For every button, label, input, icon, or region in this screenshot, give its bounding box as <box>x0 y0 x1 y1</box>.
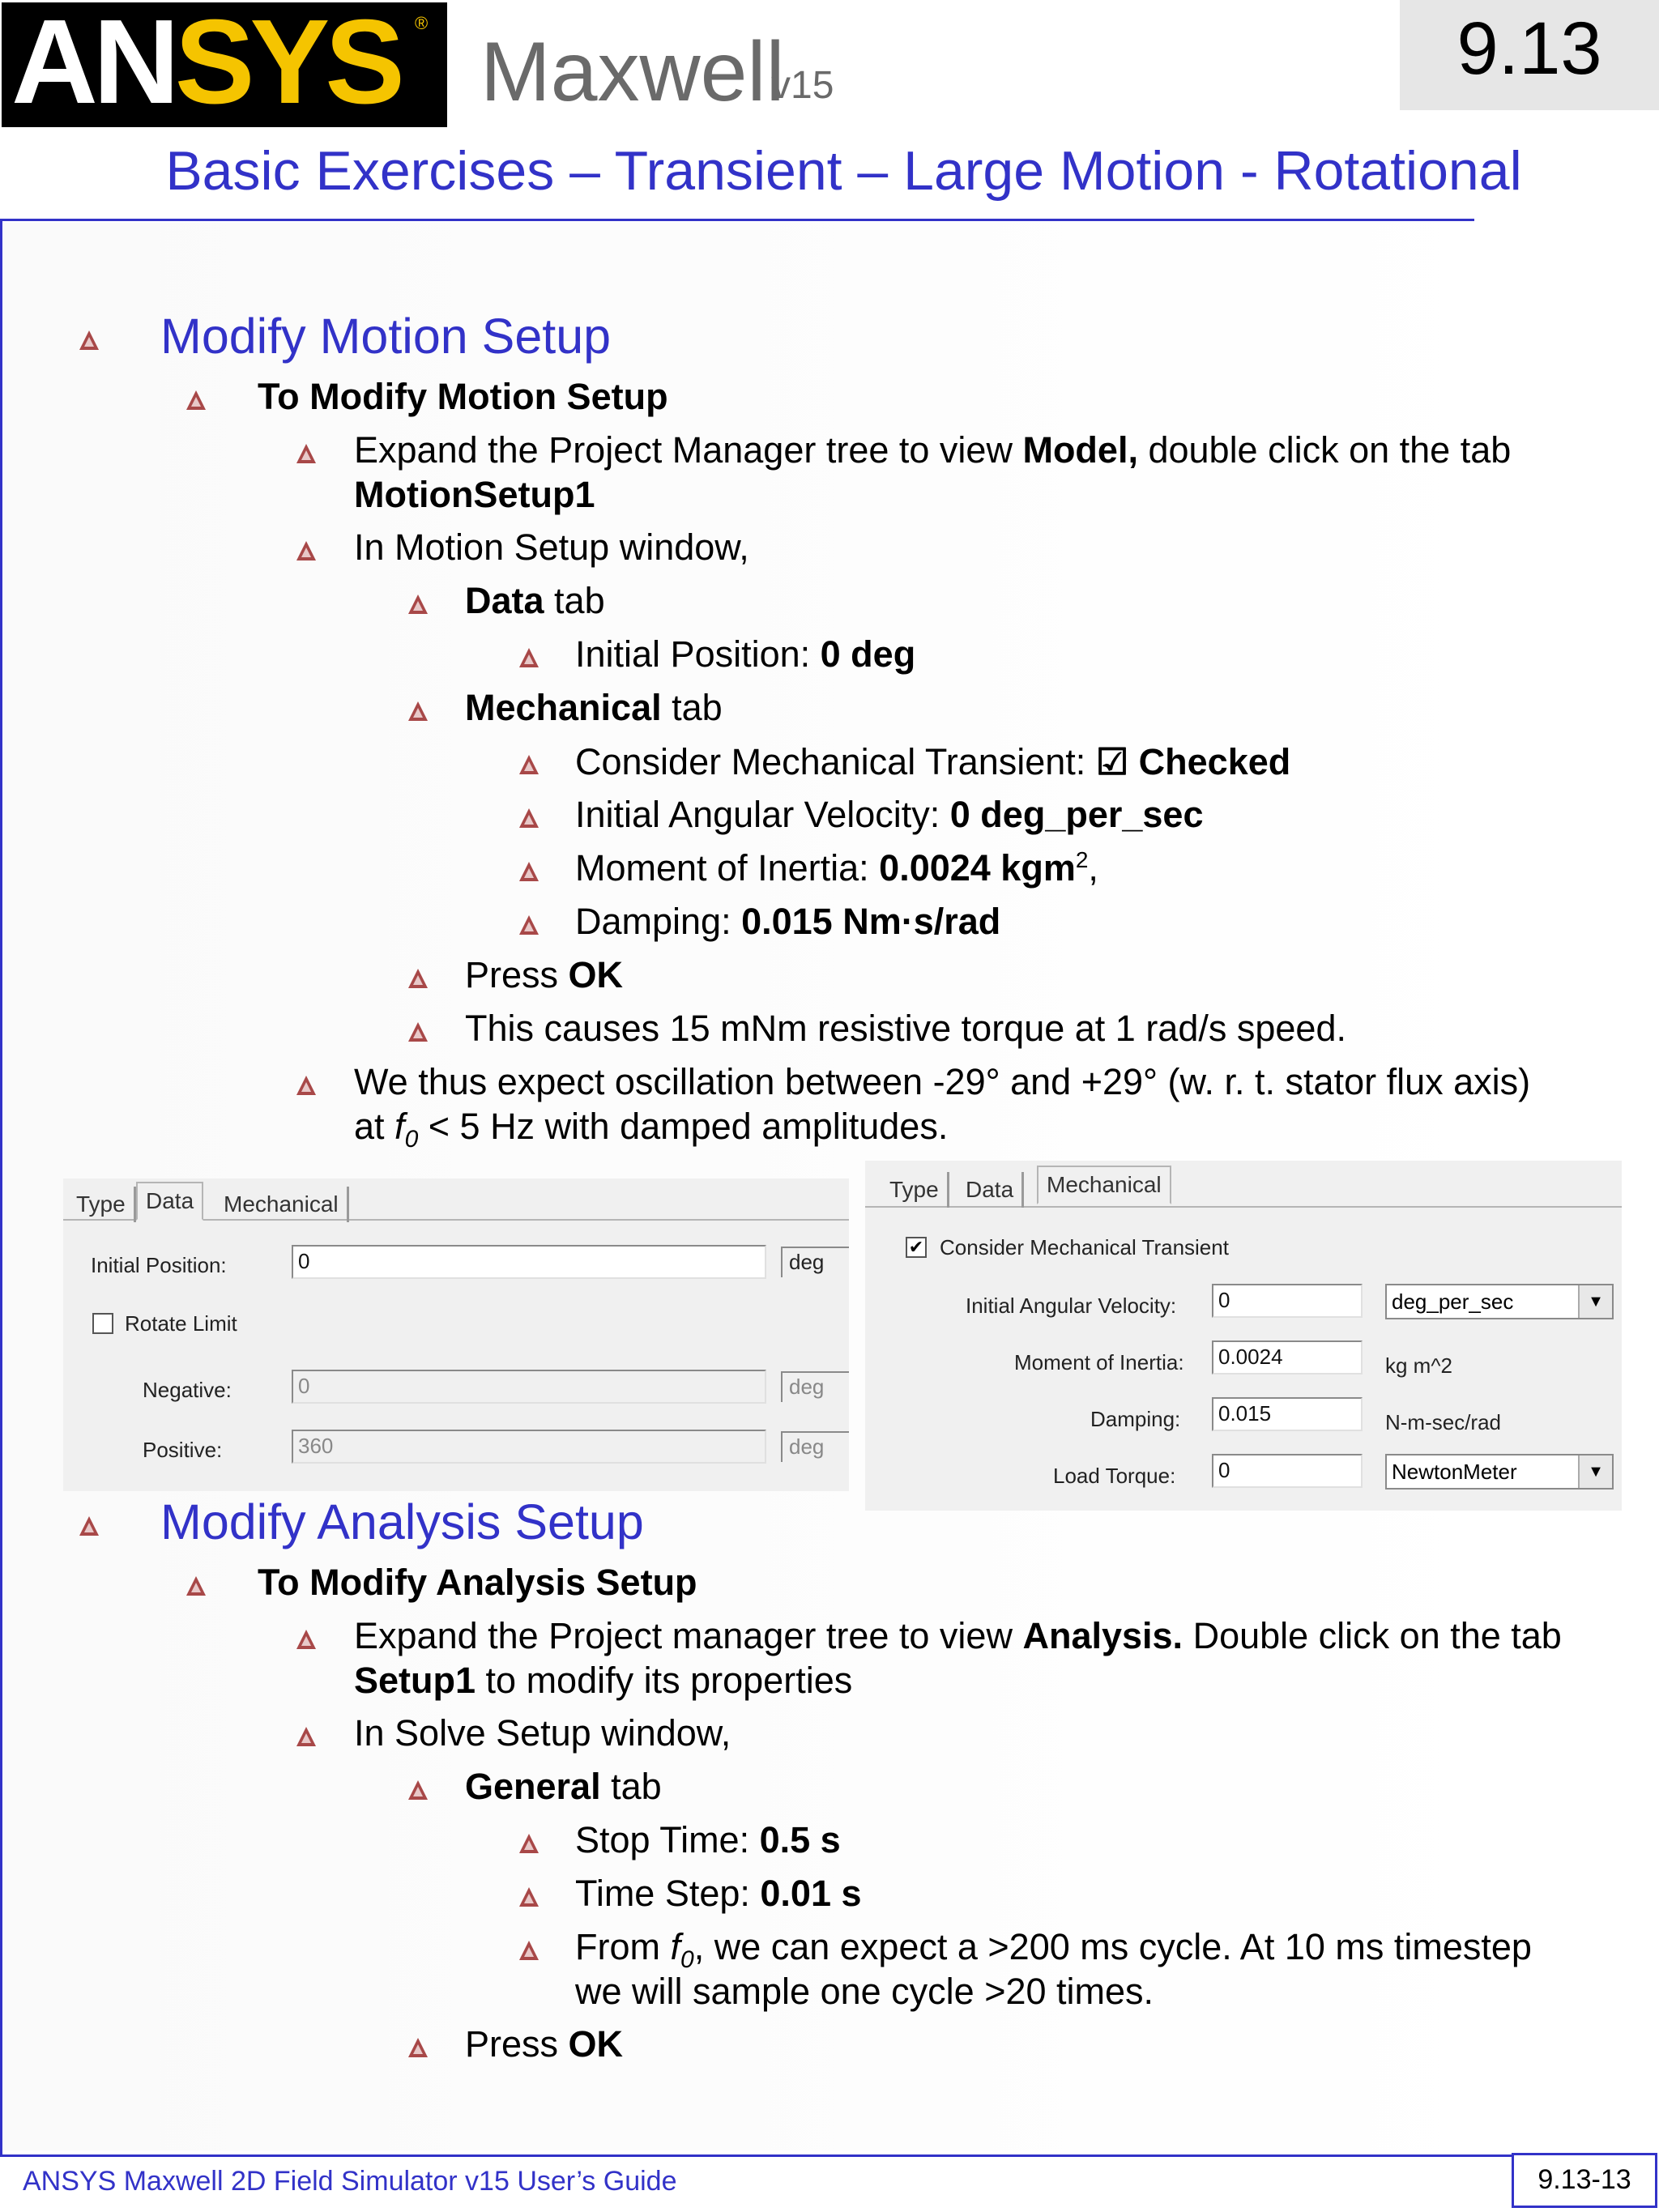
expand-model-line: Expand the Project Manager tree to view Model, double click on the tab <box>354 429 1512 471</box>
positive-input: 360 <box>292 1430 766 1464</box>
bullet-icon <box>296 541 316 560</box>
bullet-icon <box>408 969 428 988</box>
damping-line: Damping: 0.015 Nm·s/rad <box>575 901 1001 942</box>
bullet-icon <box>519 862 539 881</box>
angular-velocity-input[interactable]: 0 <box>1212 1284 1363 1318</box>
logo-an: AN <box>11 0 175 129</box>
page-title: Basic Exercises – Transient – Large Motion - Rotational <box>165 140 1522 202</box>
motion-window-line: In Motion Setup window, <box>354 526 749 568</box>
bullet-icon <box>408 2038 428 2057</box>
tab-data[interactable]: Data <box>136 1182 203 1221</box>
logo-sys: SYS <box>174 0 400 129</box>
cycle-expectation-line: From $f_0$, we can expect a >200 ms cycle. At 10 ms timestep <box>575 1926 1532 1973</box>
initial-position-label: Initial Position: <box>91 1253 227 1277</box>
chapter-number: 9.13 <box>1456 7 1602 90</box>
tab-type[interactable]: Type <box>68 1187 136 1222</box>
product-version: v15 <box>771 64 834 107</box>
damping-input[interactable]: 0.015 <box>1212 1397 1363 1431</box>
load-torque-unit-select[interactable]: NewtonMeter ▼ <box>1385 1454 1614 1490</box>
inertia-label: Moment of Inertia: <box>1014 1350 1184 1375</box>
subheading-analysis: To Modify Analysis Setup <box>258 1562 697 1603</box>
bullet-icon <box>519 1834 539 1853</box>
press-ok-line-2: Press OK <box>465 2023 624 2065</box>
left-border-rule <box>0 219 2 2156</box>
solve-window-line: In Solve Setup window, <box>354 1712 731 1754</box>
product-name: Maxwell <box>480 25 785 119</box>
oscillation-line: We thus expect oscillation between -29° and +29° (w. r. t. stator flux axis) <box>354 1061 1531 1102</box>
bullet-icon <box>296 444 316 463</box>
negative-input: 0 <box>292 1370 766 1404</box>
rotate-limit-checkbox[interactable] <box>92 1313 113 1334</box>
section-heading-analysis: Modify Analysis Setup <box>160 1494 644 1549</box>
motion-setup-data-dialog <box>63 1178 849 1491</box>
footer-page-number: 9.13-13 <box>1537 2164 1631 2195</box>
load-torque-input[interactable]: 0 <box>1212 1454 1363 1488</box>
negative-unit: deg <box>781 1371 849 1402</box>
consider-transient-checkbox[interactable]: ✔ <box>906 1237 927 1258</box>
bullet-icon <box>408 701 428 721</box>
expand-analysis-line: Expand the Project manager tree to view Analysis. Double click on the tab <box>354 1615 1562 1656</box>
general-tab-line: General tab <box>465 1766 662 1807</box>
bullet-icon <box>519 808 539 828</box>
section-heading-motion: Modify Motion Setup <box>160 309 612 364</box>
angular-velocity-unit-select[interactable]: deg_per_sec ▼ <box>1385 1284 1614 1319</box>
inertia-input[interactable]: 0.0024 <box>1212 1340 1363 1375</box>
initial-position-unit: deg <box>781 1247 849 1277</box>
bullet-icon <box>296 1630 316 1649</box>
chevron-down-icon[interactable]: ▼ <box>1578 1285 1612 1318</box>
bullet-icon <box>186 390 206 410</box>
bullet-icon <box>79 1516 99 1536</box>
motion-setup-mechanical-dialog <box>865 1161 1622 1511</box>
motionsetup-name: MotionSetup1 <box>354 474 595 515</box>
bullet-icon <box>296 1727 316 1746</box>
resistive-torque-line: This causes 15 mNm resistive torque at 1 rad/s speed. <box>465 1008 1346 1049</box>
chevron-down-icon[interactable]: ▼ <box>1578 1455 1612 1488</box>
mechanical-tab-line: Mechanical tab <box>465 687 723 728</box>
angular-velocity-label: Initial Angular Velocity: <box>966 1294 1177 1318</box>
stop-time-line: Stop Time: 0.5 s <box>575 1819 841 1860</box>
initial-position-line: Initial Position: 0 deg <box>575 633 916 675</box>
bullet-icon <box>519 915 539 935</box>
positive-label: Positive: <box>143 1438 223 1462</box>
oscillation-line-2: at $f_0 < 5$ Hz with damped amplitudes. <box>354 1106 949 1153</box>
title-rule <box>0 219 1474 221</box>
bullet-icon <box>408 1780 428 1800</box>
rotate-limit-label: Rotate Limit <box>125 1311 237 1336</box>
bullet-icon <box>519 755 539 774</box>
footer-rule <box>0 2154 1512 2157</box>
damping-label: Damping: <box>1090 1407 1181 1431</box>
moment-inertia-line: Moment of Inertia: 0.0024 kgm$^2$, <box>575 847 1098 889</box>
ansys-logo-text <box>11 0 400 129</box>
inertia-unit: kg m^2 <box>1385 1353 1453 1378</box>
tab-data[interactable]: Data <box>957 1172 1024 1208</box>
press-ok-line-1: Press OK <box>465 954 624 995</box>
footer-guide-title: ANSYS Maxwell 2D Field Simulator v15 User’s Guide <box>23 2166 677 2197</box>
cycle-expectation-line-2: we will sample one cycle >20 times. <box>575 1971 1154 2012</box>
bullet-icon <box>296 1076 316 1095</box>
bullet-icon <box>519 648 539 667</box>
tab-mechanical[interactable]: Mechanical <box>215 1187 349 1222</box>
damping-unit: N-m-sec/rad <box>1385 1410 1502 1434</box>
bullet-icon <box>408 1022 428 1042</box>
bullet-icon <box>408 595 428 614</box>
bullet-icon <box>79 330 99 350</box>
consider-transient-label: Consider Mechanical Transient <box>940 1235 1229 1259</box>
tab-mechanical[interactable]: Mechanical <box>1037 1166 1171 1204</box>
data-tab-line: Data tab <box>465 580 605 621</box>
angular-velocity-line: Initial Angular Velocity: 0 deg_per_sec <box>575 794 1204 835</box>
bullet-icon <box>519 1941 539 1960</box>
bullet-icon <box>186 1576 206 1596</box>
registered-mark: ® <box>415 13 429 33</box>
load-torque-label: Load Torque: <box>1053 1464 1176 1488</box>
negative-label: Negative: <box>143 1378 232 1402</box>
setup1-line: Setup1 to modify its properties <box>354 1660 853 1701</box>
subheading-motion: To Modify Motion Setup <box>258 376 668 417</box>
positive-unit: deg <box>781 1431 849 1462</box>
tab-type[interactable]: Type <box>881 1172 949 1208</box>
bullet-icon <box>519 1887 539 1907</box>
consider-transient-line: Consider Mechanical Transient: ☑ Checked <box>575 741 1291 782</box>
time-step-line: Time Step: 0.01 s <box>575 1873 862 1914</box>
initial-position-input[interactable]: 0 <box>292 1245 766 1279</box>
